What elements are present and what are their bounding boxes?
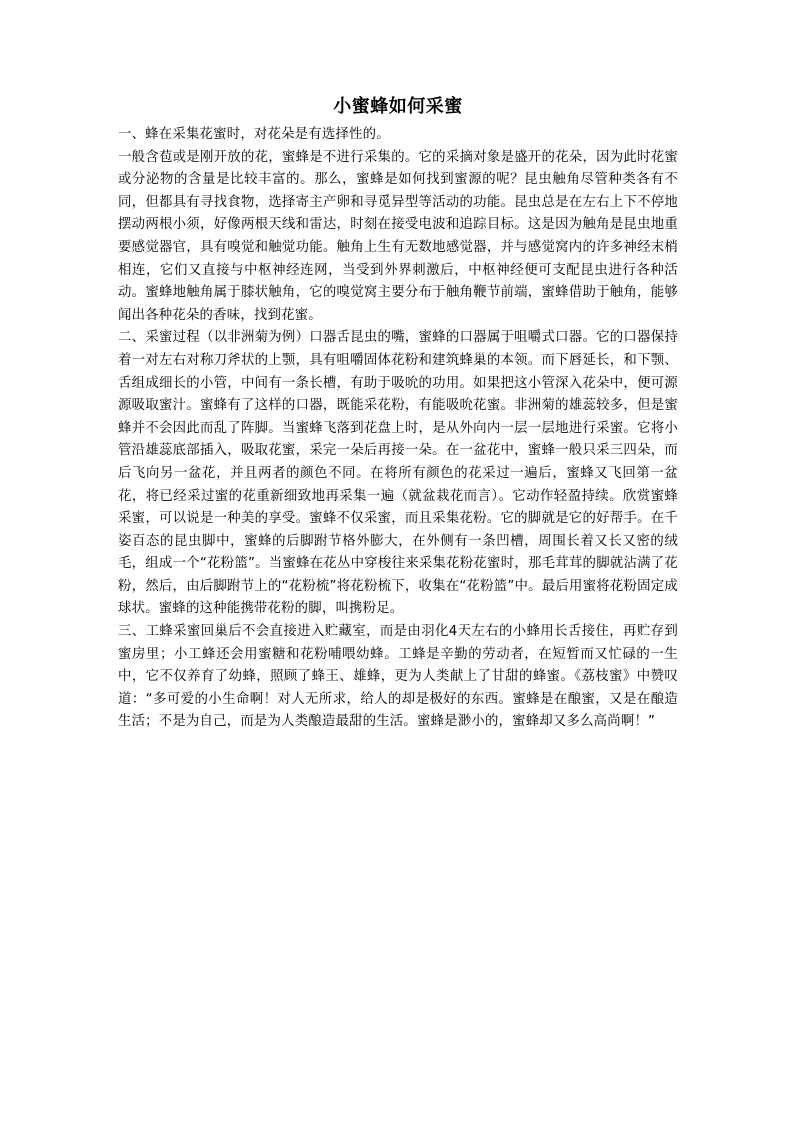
paragraph-antenna-description: 一般含苞或是刚开放的花，蜜蜂是不进行采集的。它的采摘对象是盛开的花朵，因为此时花蜜或分泌物的含量是比较丰富的。那么，蜜蜂是如何找到蜜源的呢？昆虫触角尽管种类各有不同，但都具有寻找食物，选择寄主产卵和寻觅异型等活动的功能。昆虫总是在左右上下不停地摆动两根小须，好像两根天线和雷达，时刻在接受电波和追踪目标。这是因为触角是昆虫地重要感觉器官，具有嗅觉和触觉功能。触角上生有无数地感觉器，并与感觉窝内的许多神经末梢相连，它们又直接与中枢神经连网，当受到外界刺激后，中枢神经便可支配昆虫进行各种活动。蜜蜂地触角属于膝状触角，它的嗅觉窝主要分布于触角鞭节前端，蜜蜂借助于触角，能够闻出各种花朵的香味，找到花蜜。 [118,149,678,323]
paragraph-honey-collection-process: 二、采蜜过程（以非洲菊为例）口器舌昆虫的嘴，蜜蜂的口器属于咀嚼式口器。它的口器保持着一对左右对称刀斧状的上颚，具有咀嚼固体花粉和建筑蜂巢的本领。而下唇延长，和下颚、舌组成细长的小管，中间有一条长槽，有助于吸吮的功用。如果把这小管深入花朵中，便可源源吸取蜜汁。蜜蜂有了这样的口器，既能采花粉，有能吸吮花蜜。非洲菊的雄蕊较多，但是蜜蜂并不会因此而乱了阵脚。当蜜蜂飞落到花盘上时，是从外向内一层一层地进行采蜜。它将小管沿雄蕊底部插入，吸取花蜜，采完一朵后再接一朵。在一盆花中，蜜蜂一般只采三四朵，而后飞向另一盆花，并且两者的颜色不同。在将所有颜色的花采过一遍后，蜜蜂又飞回第一盆花，将已经采过蜜的花重新细致地再采集一遍（就盆栽花而言）。它动作轻盈持续。欣赏蜜蜂采蜜，可以说是一种美的享受。蜜蜂不仅采蜜，而且采集花粉。它的脚就是它的好帮手。在千姿百态的昆虫脚中，蜜蜂的后脚跗节格外膨大，在外侧有一条凹槽，周围长着又长又密的绒毛，组成一个“花粉篮”。当蜜蜂在花丛中穿梭往来采集花粉花蜜时，那毛茸茸的脚就沾满了花粉，然后，由后脚跗节上的“花粉梳”将花粉梳下，收集在“花粉篮”中。最后用蜜将花粉固定成球状。蜜蜂的这种能携带花粉的脚，叫携粉足。 [118,330,678,617]
document-page [118,0,678,734]
document-title: 小蜜蜂如何采蜜 [333,96,463,117]
paragraph-section-one-heading: 一、蜂在采集花蜜时，对花朵是有选择性的。 [118,127,390,142]
paragraph-worker-bee-return: 三、工蜂采蜜回巢后不会直接进入贮藏室，而是由羽化4天左右的小蜂用长舌接住，再贮存到蜜房里；小工蜂还会用蜜糖和花粉哺喂幼蜂。工蜂是辛勤的劳动者，在短暂而又忙碌的一生中，它不仅养育了幼蜂，照顾了蜂王、雄蜂，更为人类献上了甘甜的蜂蜜。《荔枝蜜》中赞叹道：“多可爱的小生命啊！对人无所求，给人的却是极好的东西。蜜蜂是在酿蜜，又是在酿造生活；不是为自己，而是为人类酿造最甜的生活。蜜蜂是渺小的，蜜蜂却又多么高尚啊！” [118,624,678,730]
document-body [118,124,678,734]
